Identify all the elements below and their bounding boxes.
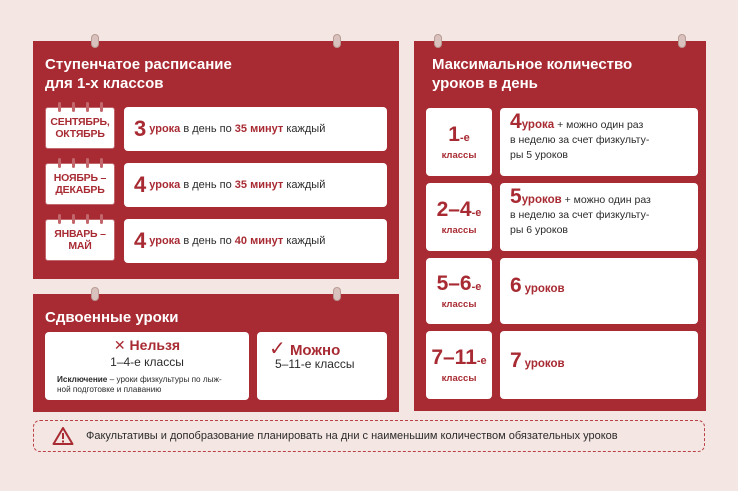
schedule-title: Ступенчатое расписание для 1-х классов: [45, 56, 232, 92]
double-title: Сдвоенные уроки: [45, 309, 179, 326]
cross-icon: ✕: [113, 337, 126, 353]
forbidden-card: ✕ Нельзя 1–4-е классы Исключение – уроки физкультуры по лыж- ной подготовке и плаванию: [45, 332, 249, 400]
footer-text: Факультативы и допобразование планировать на дни с наименьшим количеством обязательных уроков: [86, 430, 618, 442]
max-row: 7 уроков: [500, 331, 698, 399]
calendar-icon: ЯНВАРЬ – МАЙ: [45, 219, 115, 261]
schedule-panel: [33, 41, 399, 279]
warning-icon: [52, 426, 74, 446]
grade-card: 7–11-е классы: [426, 331, 492, 399]
calendar-icon: НОЯБРЬ – ДЕКАБРЬ: [45, 163, 115, 205]
max-row: 5уроков + можно один раз в неделю за счет физкульту- ры 6 уроков: [500, 183, 698, 251]
grade-card: 5–6-е классы: [426, 258, 492, 324]
pin-icon: [91, 34, 99, 48]
grade-card: 1-е классы: [426, 108, 492, 176]
max-row: 6 уроков: [500, 258, 698, 324]
max-title: Максимальное количество уроков в день: [432, 56, 633, 92]
calendar-icon: СЕНТЯБРЬ, ОКТЯБРЬ: [45, 107, 115, 149]
max-row: 4урока + можно один раз в неделю за счет физкульту- ры 5 уроков: [500, 108, 698, 176]
schedule-row: 4 урока в день по 40 минут каждый: [124, 219, 387, 263]
pin-icon: [678, 34, 686, 48]
schedule-row: 3 урока в день по 35 минут каждый: [124, 107, 387, 151]
check-icon: ✓: [269, 338, 286, 360]
double-lessons-panel: [33, 294, 399, 412]
footer-note: [33, 420, 705, 452]
pin-icon: [434, 34, 442, 48]
schedule-row: 4 урока в день по 35 минут каждый: [124, 163, 387, 207]
pin-icon: [333, 34, 341, 48]
max-lessons-panel: [414, 41, 706, 411]
grade-card: 2–4-е классы: [426, 183, 492, 251]
allowed-card: ✓ Можно 5–11-е классы: [257, 332, 387, 400]
pin-icon: [333, 287, 341, 301]
pin-icon: [91, 287, 99, 301]
